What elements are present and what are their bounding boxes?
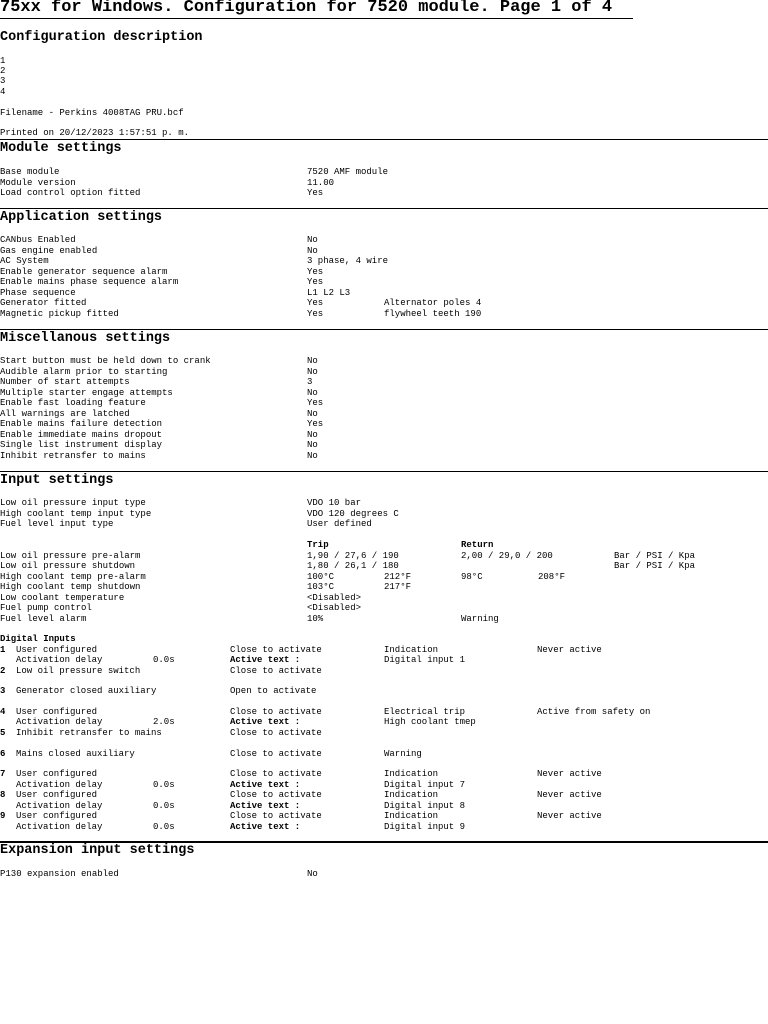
input-action: Indication <box>384 769 439 779</box>
trip-value: 10% <box>307 613 324 624</box>
list-item <box>0 811 768 821</box>
setting-value: No <box>307 450 318 461</box>
setting-value: No <box>307 869 318 879</box>
input-number: 8 <box>0 790 6 800</box>
input-name: User configured <box>16 644 98 655</box>
table-row <box>0 440 768 450</box>
table-row <box>0 277 768 287</box>
setting-label: Start button must be held down to crank <box>0 356 211 366</box>
config-description-line: 4 <box>0 87 6 97</box>
alarm-label: Low coolant temperature <box>0 592 125 603</box>
table-row <box>0 614 768 624</box>
input-action: Indication <box>384 790 439 800</box>
list-item <box>0 728 768 738</box>
setting-value: No <box>307 356 318 366</box>
list-item-detail <box>0 655 768 665</box>
setting-label: Enable fast loading feature <box>0 398 146 408</box>
input-number: 1 <box>0 644 6 655</box>
alarm-label: High coolant temp shutdown <box>0 582 141 592</box>
alarm-label: Low oil pressure shutdown <box>0 561 136 571</box>
activation-delay-label: Activation delay <box>16 779 103 790</box>
table-row <box>0 256 768 266</box>
input-number: 7 <box>0 769 6 779</box>
table-row <box>0 519 768 529</box>
setting-value: Yes <box>307 188 324 198</box>
setting-label: Low oil pressure input type <box>0 498 146 508</box>
setting-value: Yes <box>307 398 324 408</box>
table-row <box>0 309 768 319</box>
input-when: Active from safety on <box>537 706 651 717</box>
setting-label: Generator fitted <box>0 298 87 308</box>
table-row <box>0 188 768 198</box>
title-underline <box>0 18 633 19</box>
setting-label: AC System <box>0 256 49 266</box>
table-row <box>0 298 768 308</box>
active-text-value: Digital input 8 <box>384 800 466 811</box>
setting-value: Yes <box>307 266 324 277</box>
input-when: Never active <box>537 644 602 655</box>
table-row <box>0 498 768 508</box>
setting-value: VDO 120 degrees C <box>307 508 399 519</box>
alarm-label: Fuel level alarm <box>0 613 87 624</box>
expansion-settings-heading: Expansion input settings <box>0 843 195 858</box>
list-item <box>0 769 768 779</box>
input-mode: Close to activate <box>230 665 322 676</box>
setting-value: No <box>307 235 318 245</box>
setting-value: VDO 10 bar <box>307 498 362 508</box>
setting-label: High coolant temp input type <box>0 508 152 519</box>
input-name: Generator closed auxiliary <box>16 686 157 696</box>
table-row <box>0 377 768 387</box>
table-row <box>0 572 768 582</box>
setting-label: Load control option fitted <box>0 188 141 198</box>
input-name: User configured <box>16 811 98 821</box>
table-row <box>0 398 768 408</box>
trip-return-header-row <box>0 540 768 550</box>
active-text-label: Active text : <box>230 717 301 727</box>
table-row <box>0 593 768 603</box>
table-row <box>0 451 768 461</box>
setting-value: No <box>307 387 318 398</box>
list-item <box>0 707 768 717</box>
table-row <box>0 246 768 256</box>
input-name: Low oil pressure switch <box>16 665 141 676</box>
setting-label: Base module <box>0 167 60 177</box>
return-value: 98°C <box>461 571 483 582</box>
setting-label: Audible alarm prior to starting <box>0 366 168 377</box>
activation-delay-label: Activation delay <box>16 655 103 665</box>
input-action: Warning <box>384 748 422 759</box>
activation-delay-value: 0.0s <box>153 655 175 665</box>
page-title: 75xx for Windows. Configuration for 7520 module. Page 1 of 4 <box>0 0 613 17</box>
table-row <box>0 178 768 188</box>
input-number: 9 <box>0 811 6 821</box>
setting-value: Yes <box>307 308 324 319</box>
setting-label: Module version <box>0 177 76 188</box>
table-row <box>0 869 768 879</box>
setting-value: No <box>307 408 318 419</box>
config-description-line: 2 <box>0 66 6 76</box>
table-row <box>0 167 768 177</box>
config-description-line: 3 <box>0 76 6 86</box>
application-settings-heading: Application settings <box>0 210 163 225</box>
input-mode: Open to activate <box>230 686 317 696</box>
setting-label: Fuel level input type <box>0 519 114 529</box>
input-mode: Close to activate <box>230 769 322 779</box>
trip-value-secondary: 212°F <box>384 571 412 582</box>
table-row <box>0 409 768 419</box>
trip-value: 1,90 / 27,6 / 190 <box>307 550 399 561</box>
list-item-detail <box>0 717 768 727</box>
trip-value: <Disabled> <box>307 592 362 603</box>
return-value-secondary: 208°F <box>538 571 566 582</box>
activation-delay-label: Activation delay <box>16 821 103 832</box>
table-row <box>0 356 768 366</box>
setting-value: L1 L2 L3 <box>307 287 351 298</box>
input-mode: Close to activate <box>230 706 322 717</box>
trip-value: 100°C <box>307 571 335 582</box>
input-when: Never active <box>537 790 602 800</box>
misc-settings-heading: Miscellanous settings <box>0 331 171 346</box>
setting-label: Phase sequence <box>0 287 76 298</box>
list-item-detail <box>0 780 768 790</box>
table-row <box>0 367 768 377</box>
setting-value: Yes <box>307 298 324 308</box>
input-name: Inhibit retransfer to mains <box>16 727 162 738</box>
trip-column-header: Trip <box>307 540 329 550</box>
setting-value: No <box>307 429 318 440</box>
table-row <box>0 582 768 592</box>
activation-delay-value: 0.0s <box>153 821 175 832</box>
input-name: Mains closed auxiliary <box>16 748 135 759</box>
alarm-label: Low oil pressure pre-alarm <box>0 550 141 561</box>
setting-value: 7520 AMF module <box>307 167 389 177</box>
input-action: Indication <box>384 811 439 821</box>
digital-inputs-heading: Digital Inputs <box>0 634 76 644</box>
setting-extra: Alternator poles 4 <box>384 298 482 308</box>
activation-delay-value: 0.0s <box>153 779 175 790</box>
active-text-value: Digital input 7 <box>384 779 466 790</box>
printed-on-text: Printed on 20/12/2023 1:57:51 p. m. <box>0 128 190 138</box>
return-value: Warning <box>461 613 499 624</box>
setting-label: Multiple starter engage attempts <box>0 387 173 398</box>
setting-value: 11.00 <box>307 177 335 188</box>
input-mode: Close to activate <box>230 727 322 738</box>
table-row <box>0 561 768 571</box>
list-item <box>0 686 768 696</box>
active-text-value: Digital input 9 <box>384 821 466 832</box>
setting-extra: flywheel teeth 190 <box>384 308 482 319</box>
table-row <box>0 551 768 561</box>
list-item-detail <box>0 822 768 832</box>
table-row <box>0 288 768 298</box>
input-number: 2 <box>0 665 6 676</box>
list-item <box>0 790 768 800</box>
input-when: Never active <box>537 811 602 821</box>
trip-value: 103°C <box>307 582 335 592</box>
return-column-header: Return <box>461 540 494 550</box>
input-name: User configured <box>16 706 98 717</box>
setting-label: Single list instrument display <box>0 440 163 450</box>
active-text-value: High coolant tmep <box>384 717 476 727</box>
activation-delay-label: Activation delay <box>16 717 103 727</box>
setting-label: Enable mains phase sequence alarm <box>0 277 179 287</box>
table-row <box>0 430 768 440</box>
setting-label: Inhibit retransfer to mains <box>0 450 146 461</box>
section-divider <box>0 139 768 140</box>
input-number: 3 <box>0 686 6 696</box>
return-value: 2,00 / 29,0 / 200 <box>461 550 553 561</box>
input-number: 4 <box>0 706 6 717</box>
active-text-label: Active text : <box>230 821 301 832</box>
input-name: User configured <box>16 790 98 800</box>
input-when: Never active <box>537 769 602 779</box>
setting-label: Enable mains failure detection <box>0 419 163 429</box>
active-text-label: Active text : <box>230 655 301 665</box>
setting-value: 3 phase, 4 wire <box>307 256 389 266</box>
input-number: 6 <box>0 748 6 759</box>
trip-value: 1,80 / 26,1 / 180 <box>307 561 399 571</box>
input-mode: Close to activate <box>230 748 322 759</box>
setting-label: CANbus Enabled <box>0 235 76 245</box>
setting-value: Yes <box>307 277 324 287</box>
active-text-label: Active text : <box>230 800 301 811</box>
setting-value: Yes <box>307 419 324 429</box>
section-divider <box>0 208 768 209</box>
filename-text: Filename - Perkins 4008TAG PRU.bcf <box>0 108 184 118</box>
setting-label: P130 expansion enabled <box>0 869 119 879</box>
activation-delay-value: 2.0s <box>153 717 175 727</box>
activation-delay-value: 0.0s <box>153 800 175 811</box>
setting-label: Number of start attempts <box>0 377 130 387</box>
module-settings-heading: Module settings <box>0 141 122 156</box>
input-mode: Close to activate <box>230 790 322 800</box>
list-item <box>0 645 768 655</box>
config-description-heading: Configuration description <box>0 30 203 45</box>
input-number: 5 <box>0 727 6 738</box>
table-row <box>0 235 768 245</box>
alarm-label: High coolant temp pre-alarm <box>0 571 146 582</box>
units-text: Bar / PSI / Kpa <box>614 561 696 571</box>
section-divider <box>0 471 768 472</box>
list-item-detail <box>0 801 768 811</box>
trip-value-secondary: 217°F <box>384 582 412 592</box>
setting-value: 3 <box>307 377 313 387</box>
table-row <box>0 603 768 613</box>
input-name: User configured <box>16 769 98 779</box>
setting-label: All warnings are latched <box>0 408 130 419</box>
setting-value: No <box>307 366 318 377</box>
setting-label: Enable immediate mains dropout <box>0 429 163 440</box>
active-text-label: Active text : <box>230 779 301 790</box>
setting-label: Gas engine enabled <box>0 245 98 256</box>
setting-label: Enable generator sequence alarm <box>0 266 168 277</box>
setting-value: No <box>307 440 318 450</box>
input-settings-heading: Input settings <box>0 473 114 488</box>
list-item <box>0 749 768 759</box>
trip-value: <Disabled> <box>307 603 362 613</box>
digital-inputs-heading-row <box>0 634 768 644</box>
activation-delay-label: Activation delay <box>16 800 103 811</box>
list-item <box>0 666 768 676</box>
input-action: Indication <box>384 644 439 655</box>
table-row <box>0 509 768 519</box>
active-text-value: Digital input 1 <box>384 655 466 665</box>
section-divider <box>0 329 768 330</box>
input-action: Electrical trip <box>384 706 466 717</box>
config-description-line: 1 <box>0 56 6 66</box>
table-row <box>0 267 768 277</box>
units-text: Bar / PSI / Kpa <box>614 550 696 561</box>
table-row <box>0 419 768 429</box>
setting-value: User defined <box>307 519 372 529</box>
setting-value: No <box>307 245 318 256</box>
input-mode: Close to activate <box>230 644 322 655</box>
input-mode: Close to activate <box>230 811 322 821</box>
table-row <box>0 388 768 398</box>
setting-label: Magnetic pickup fitted <box>0 308 119 319</box>
alarm-label: Fuel pump control <box>0 603 92 613</box>
